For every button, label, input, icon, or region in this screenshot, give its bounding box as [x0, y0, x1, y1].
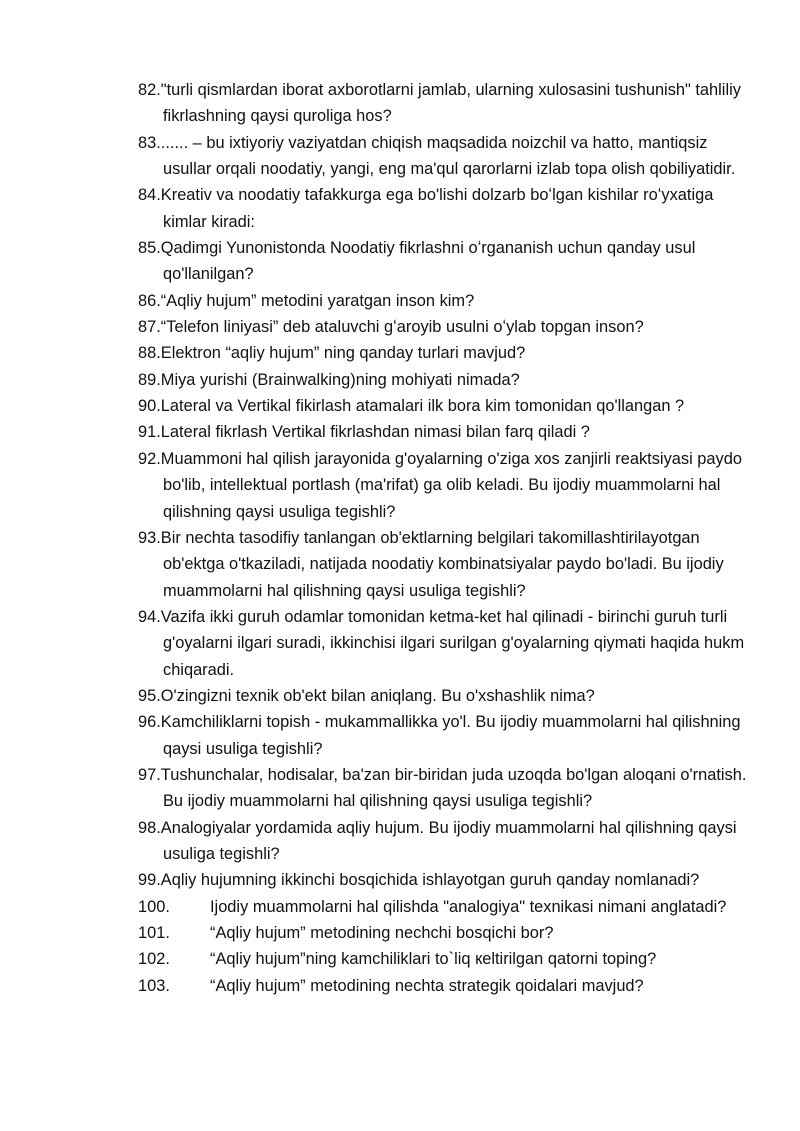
question-number: 98.: [138, 818, 161, 837]
list-item: [138, 314, 748, 340]
question-number: 95.: [138, 686, 161, 705]
question-number: 87.: [138, 318, 161, 337]
list-item: [138, 762, 748, 815]
question-text: Analogiyalar yordamida aqliy hujum. Bu ijodiy muammolarni hal qilishning qaysi usuliga tegishli?: [160, 818, 737, 863]
question-number: 83.: [138, 133, 161, 152]
list-item: [138, 815, 748, 868]
question-number: 97.: [138, 765, 161, 784]
question-text: Qadimgi Yunonistonda Noodatiy fikrlashni oʻrgananish uchun qanday usul qo'llanilgan?: [160, 239, 696, 284]
question-text: Bir nechta tasodifiy tanlangan ob'ektlarning belgilari takomillashtirilayotgan ob'ektga o'tkaziladi, natijada noodatiy kombinatsiyalar paydo bo'ladi. Bu ijodiy muammolarni hal qilishning qaysi usuliga tegishli?: [160, 528, 724, 600]
list-item: [138, 525, 748, 604]
question-number: 100.: [138, 897, 170, 916]
list-item: [138, 367, 748, 393]
list-item: [138, 182, 748, 235]
question-number: 103.: [138, 976, 170, 995]
list-item: [138, 77, 748, 130]
list-item: [138, 867, 748, 893]
question-text: “Aqliy hujum” metodini yaratgan inson kim?: [160, 291, 475, 310]
question-text: “Aqliy hujum”ning kamchiliklari to`liq кeltirilgan qatorni toping?: [210, 950, 657, 969]
question-number: 89.: [138, 370, 161, 389]
question-number: 102.: [138, 950, 170, 969]
list-item: [138, 683, 748, 709]
question-text: Elektron “aqliy hujum” ning qanday turlari mavjud?: [160, 344, 526, 363]
question-text: Kreativ va noodatiy tafakkurga ega bo'lishi dolzarb boʻlgan kishilar roʻyxatiga kimlar kiradi:: [160, 186, 714, 231]
question-text: Lateral fikrlash Vertikal fikrlashdan nimasi bilan farq qiladi ?: [160, 423, 590, 442]
question-number: 88.: [138, 344, 161, 363]
question-number: 96.: [138, 713, 161, 732]
question-text: Aqliy hujumning ikkinchi bosqichida ishlayotgan guruh qanday nomlanadi?: [160, 871, 700, 890]
list-item: [138, 340, 748, 366]
list-item: [138, 604, 748, 683]
list-item: [138, 235, 748, 288]
list-item: [138, 130, 748, 183]
list-item: [138, 709, 748, 762]
question-number: 91.: [138, 423, 161, 442]
question-number: 93.: [138, 528, 161, 547]
list-item: [138, 446, 748, 525]
question-text: “Aqliy hujum” metodining nechta strategik qoidalari mavjud?: [210, 976, 644, 995]
question-number: 86.: [138, 291, 161, 310]
question-text: O'zingizni texnik ob'ekt bilan aniqlang. Bu o'xshashlik nima?: [160, 686, 595, 705]
list-item: [138, 288, 748, 314]
list-item: [138, 946, 748, 972]
question-text: “Aqliy hujum” metodining nechchi bosqichi bor?: [210, 924, 554, 942]
list-item: [138, 393, 748, 419]
question-number: 101.: [138, 924, 170, 942]
question-text: "turli qismlardan iborat axborotlarni jamlab, ularning xulosasini tushunish" tahliliy fikrlashning qaysi quroliga hos?: [160, 81, 741, 126]
question-list: [138, 77, 748, 999]
question-text: Lateral va Vertikal fikirlash atamalari ilk bora kim tomonidan qo'llangan ?: [160, 397, 685, 416]
question-text: ...... – bu ixtiyoriy vaziyatdan chiqish maqsadida noizchil va hatto, mantiqsiz usullar orqali noodatiy, yangi, eng ma'qul qarorlarni izlab topa olish qobiliyatidir.: [160, 133, 736, 179]
question-number: 94.: [138, 607, 161, 626]
question-number: 90.: [138, 397, 161, 416]
question-number: 92.: [138, 449, 161, 468]
question-text: Tushunchalar, hodisalar, ba'zan bir-biridan juda uzoqda bo'lgan aloqani o'rnatish. Bu ijodiy muammolarni hal qilishning qaysi usuliga tegishli?: [160, 765, 747, 811]
list-item: [138, 920, 748, 946]
question-text: “Telefon liniyasi” deb ataluvchi gʻaroyib usulni oʻylab topgan inson?: [160, 318, 644, 337]
question-number: 99.: [138, 871, 161, 890]
list-item: [138, 973, 748, 999]
question-text: Ijodiy muammolarni hal qilishda "analogiya" texnikasi nimani anglatadi?: [210, 897, 727, 916]
question-text: Kamchiliklarni topish - mukammallikka yo'l. Bu ijodiy muammolarni hal qilishning qaysi usuliga tegishli?: [160, 713, 741, 758]
list-item: [138, 894, 748, 920]
question-number: 82.: [138, 81, 161, 99]
question-number: 84.: [138, 186, 161, 205]
list-item: [138, 419, 748, 445]
question-text: Muammoni hal qilish jarayonida g'oyalarning o'ziga xos zanjirli reaktsiyasi paydo bo'lib, intellektual portlash (ma'rifat) ga olib keladi. Bu ijodiy muammolarni hal qilishning qaysi usuliga tegishli?: [160, 449, 742, 521]
question-text: Vazifa ikki guruh odamlar tomonidan ketma-ket hal qilinadi - birinchi guruh turli g'oyalarni ilgari suradi, ikkinchisi ilgari surilgan g'oyalarning qiymati haqida hukm chiqaradi.: [160, 607, 745, 679]
question-text: Miya yurishi (Brainwalking)ning mohiyati nimada?: [160, 370, 520, 389]
question-number: 85.: [138, 239, 161, 258]
